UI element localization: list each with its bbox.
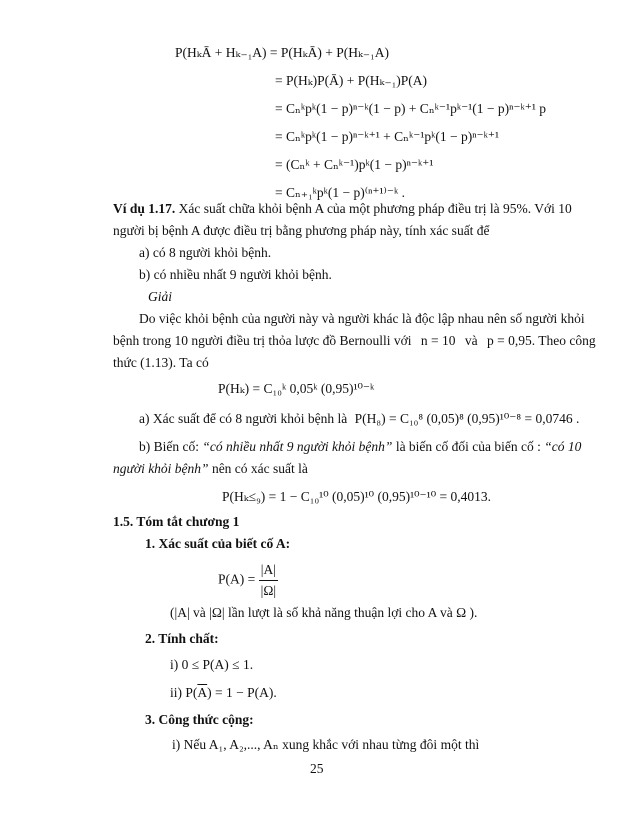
- formula-main: P(Hₖ) = C₁₀ᵏ 0,05ᵏ (0,95)¹⁰⁻ᵏ: [218, 381, 375, 396]
- derivation-line-4: = Cₙᵏpᵏ(1 − p)ⁿ⁻ᵏ⁺¹ + Cₙᵏ⁻¹pᵏ(1 − p)ⁿ⁻ᵏ⁺¹: [275, 129, 500, 144]
- solution-p-value: p = 0,95: [487, 333, 532, 348]
- derivation-line-3: = Cₙᵏpᵏ(1 − p)ⁿ⁻ᵏ(1 − p) + Cₙᵏ⁻¹pᵏ⁻¹(1 − p)ⁿ⁻ᵏ⁺¹ p: [275, 101, 547, 116]
- example-line-1: [113, 200, 572, 218]
- answer-b-line-2: [113, 460, 308, 478]
- summary-heading: 1.5. Tóm tắt chương 1: [113, 514, 240, 529]
- answer-a-formula: P(H₈) = C₁₀⁸ (0,05)⁸ (0,95)¹⁰⁻⁸ = 0,0746 .: [354, 411, 580, 426]
- summary-s2-ii-start: ii) P(: [170, 685, 198, 700]
- solution-and: và: [464, 333, 478, 348]
- answer-b-line-1: [139, 438, 581, 456]
- summary-s1-lhs: P(A) =: [218, 571, 256, 587]
- derivation-line-6: = Cₙ₊₁ᵏpᵏ(1 − p)⁽ⁿ⁺¹⁾⁻ᵏ .: [275, 185, 405, 200]
- summary-s2-heading: 2. Tính chất:: [145, 631, 219, 646]
- solution-line-2: [113, 332, 596, 350]
- example-label: Ví dụ 1.17.: [113, 201, 176, 216]
- example-item-a: a) có 8 người khỏi bệnh.: [139, 245, 272, 260]
- answer-b-quote-1: “có nhiều nhất 9 người khỏi bệnh”: [202, 439, 393, 454]
- answer-b-formula: P(Hₖ≤₉) = 1 − C₁₀¹⁰ (0,05)¹⁰ (0,95)¹⁰⁻¹⁰ = 0,4013.: [222, 489, 491, 504]
- answer-b-text-3: nên có xác suất là: [211, 461, 308, 476]
- answer-a: [139, 410, 579, 428]
- summary-s1-denominator: |Ω|: [260, 583, 277, 598]
- derivation-line-1: P(HₖĀ + Hₖ₋₁A) = P(HₖĀ) + P(Hₖ₋₁A): [175, 45, 389, 60]
- answer-b-label: b) Biến cố:: [139, 439, 199, 454]
- solution-label: Giải: [148, 289, 173, 304]
- answer-a-text: a) Xác suất để có 8 người khỏi bệnh là: [139, 411, 348, 426]
- summary-s1-numerator: |A|: [259, 560, 278, 581]
- solution-line-3: thức (1.13). Ta có: [113, 355, 209, 370]
- summary-s1-formula: [218, 560, 278, 601]
- solution-line-1: Do việc khỏi bệnh của người này và người khác là độc lập nhau nên số người khỏi: [139, 311, 585, 326]
- solution-line-2-tail: . Theo công: [531, 333, 596, 348]
- summary-s3-i: i) Nếu A₁, A₂,..., Aₙ xung khắc với nhau từng đôi một thì: [172, 737, 480, 752]
- summary-s2-ii-complement: $\overline{A}$: [197, 685, 208, 700]
- example-text-1: Xác suất chữa khỏi bệnh A của một phương pháp điều trị là 95%. Với 10: [178, 201, 572, 216]
- answer-b-quote-2a: “có 10: [544, 439, 582, 454]
- answer-b-quote-2b: người khỏi bệnh”: [113, 461, 209, 476]
- solution-n-value: n = 10: [420, 333, 456, 348]
- example-line-2: người bị bệnh A được điều trị bằng phương pháp này, tính xác suất để: [113, 223, 490, 238]
- example-item-b: b) có nhiều nhất 9 người khỏi bệnh.: [139, 267, 332, 282]
- answer-b-text-2: là biến cố đối của biến cố :: [395, 439, 541, 454]
- summary-s1-fraction: [259, 560, 278, 601]
- summary-s2-i: i) 0 ≤ P(A) ≤ 1.: [170, 657, 254, 672]
- summary-s2-ii: [170, 684, 277, 702]
- page-number: 25: [310, 761, 324, 776]
- summary-s2-ii-end: ) = 1 − P(A).: [207, 685, 277, 700]
- summary-s1-heading: 1. Xác suất của biết cố A:: [145, 536, 291, 551]
- derivation-line-5: = (Cₙᵏ + Cₙᵏ⁻¹)pᵏ(1 − p)ⁿ⁻ᵏ⁺¹: [275, 157, 434, 172]
- solution-line-2-text: bệnh trong 10 người điều trị thỏa lược đồ Bernoulli với: [113, 333, 412, 348]
- summary-s1-note: (|A| và |Ω| lần lượt là số khả năng thuận lợi cho A và Ω ).: [170, 605, 478, 620]
- summary-s3-heading: 3. Công thức cộng:: [145, 712, 254, 727]
- derivation-line-2: = P(Hₖ)P(Ā) + P(Hₖ₋₁)P(A): [275, 73, 428, 88]
